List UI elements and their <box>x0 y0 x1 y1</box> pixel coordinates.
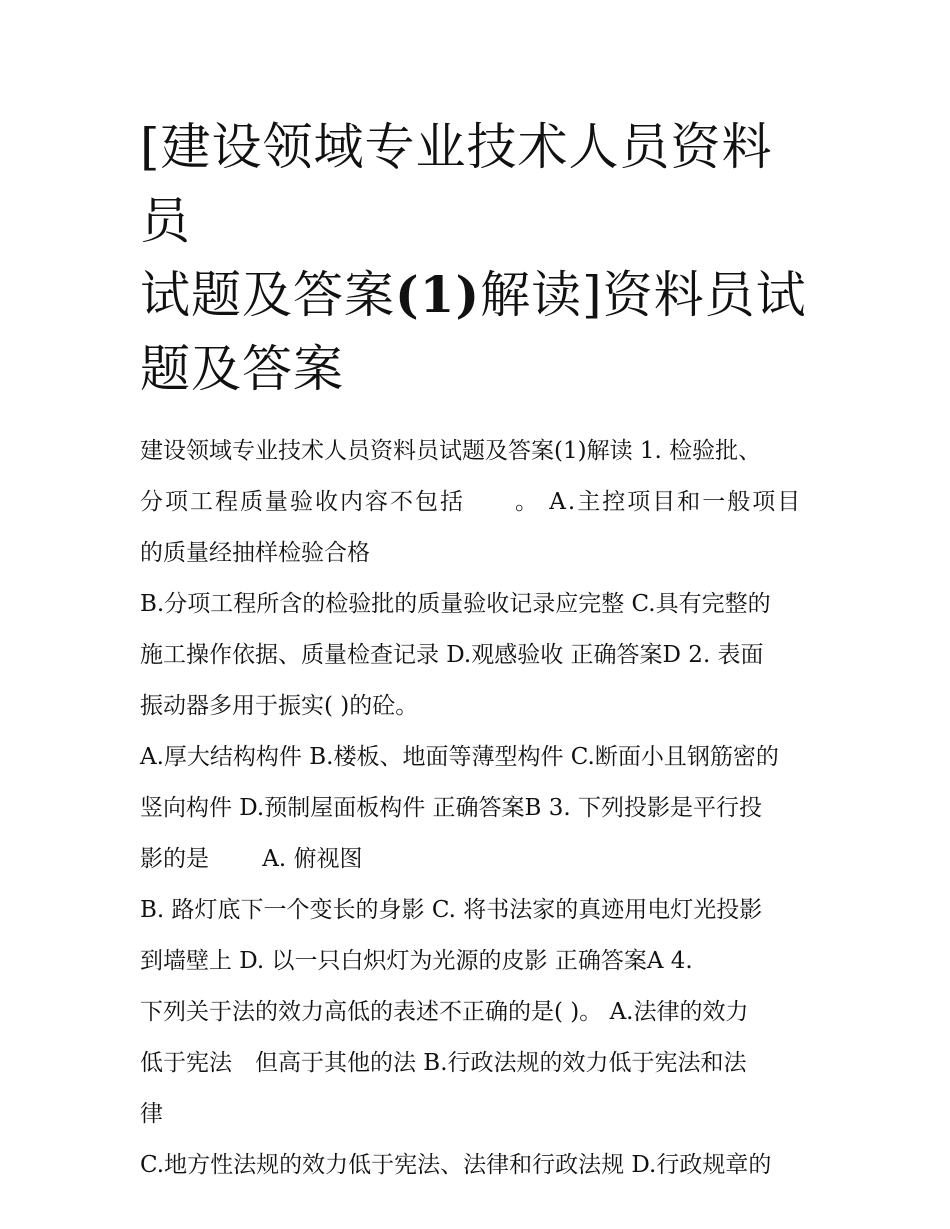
body-line: B.分项工程所含的检验批的质量验收记录应完整 C.具有完整的 <box>140 591 771 617</box>
body-line: C.地方性法规的效力低于宪法、法律和行政法规 D.行政规章的 <box>140 1152 772 1178</box>
body-line: 下列关于法的效力高低的表述不正确的是( )。 A.法律的效力 <box>140 999 749 1025</box>
document-body <box>140 426 820 1191</box>
body-line: 建设领域专业技术人员资料员试题及答案(1)解读 1. 检验批、 <box>140 438 762 464</box>
title-number: (1) <box>395 265 481 324</box>
title-line-2b: 解读]资料员试 <box>480 266 807 324</box>
body-line: 分项工程质量验收内容不包括 。 A.主控项目和一般项目 <box>140 489 803 515</box>
body-line: B. 路灯底下一个变长的身影 C. 将书法家的真迹用电灯光投影 <box>140 897 763 923</box>
title-line-3: 题及答案 <box>140 340 344 398</box>
body-line: 施工操作依据、质量检查记录 D.观感验收 正确答案D 2. 表面 <box>140 642 764 668</box>
body-line: 低于宪法 但高于其他的法 B.行政法规的效力低于宪法和法 <box>140 1050 747 1076</box>
title-line-1: [建设领域专业技术人员资料员 <box>140 118 773 250</box>
body-line: 律 <box>140 1101 163 1127</box>
document-title <box>140 110 820 406</box>
body-line: 影的是 A. 俯视图 <box>140 846 363 872</box>
body-line: A.厚大结构构件 B.楼板、地面等薄型构件 C.断面小且钢筋密的 <box>140 744 779 770</box>
body-line: 振动器多用于振实( )的砼。 <box>140 693 419 719</box>
body-line: 的质量经抽样检验合格 <box>140 540 370 566</box>
body-line: 竖向构件 D.预制屋面板构件 正确答案B 3. 下列投影是平行投 <box>140 795 763 821</box>
document-page <box>140 110 820 1191</box>
body-line: 到墙壁上 D. 以一只白炽灯为光源的皮影 正确答案A 4. <box>140 948 693 974</box>
title-line-2a: 试题及答案 <box>140 266 395 324</box>
